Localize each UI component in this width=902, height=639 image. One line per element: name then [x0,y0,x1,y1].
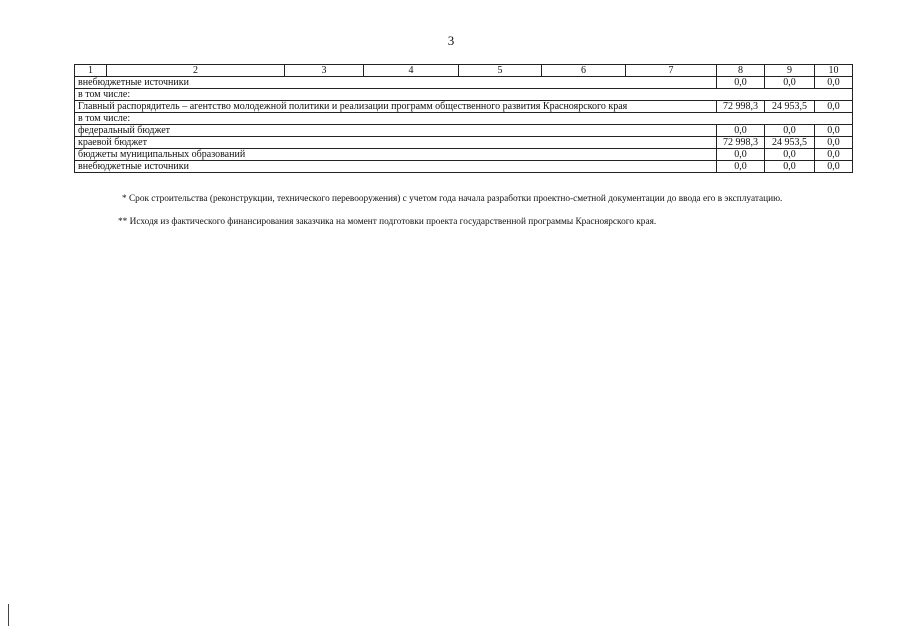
column-number-1: 1 [75,65,107,77]
table-row [75,77,853,89]
column-number-6: 6 [542,65,626,77]
cell-value-col9: 24 953,5 [765,137,815,149]
table-row [75,113,853,125]
cell-value-col10: 0,0 [815,161,853,173]
row-label: бюджеты муниципальных образований [75,149,717,161]
table-header-row [75,65,853,77]
budget-table [74,64,853,173]
cell-value-col8: 0,0 [717,161,765,173]
footnote-construction-period: * Срок строительства (реконструкции, технического перевооружения) с учетом года начала разработки проектно-сметной документации до ввода его в эксплуатацию. [122,194,783,204]
column-number-8: 8 [717,65,765,77]
page-number: 3 [447,33,455,48]
scan-margin-mark [8,604,9,626]
row-label: внебюджетные источники [75,77,717,89]
table-row [75,161,853,173]
cell-value-col10: 0,0 [815,137,853,149]
cell-value-col9: 0,0 [765,149,815,161]
row-label: краевой бюджет [75,137,717,149]
row-label: внебюджетные источники [75,161,717,173]
footnote-financing-basis: ** Исходя из фактического финансирования заказчика на момент подготовки проекта государственной программы Красноярского края. [118,217,657,227]
cell-value-col8: 0,0 [717,125,765,137]
cell-value-col9: 0,0 [765,77,815,89]
cell-value-col8: 72 998,3 [717,137,765,149]
cell-value-col10: 0,0 [815,149,853,161]
column-number-7: 7 [626,65,717,77]
cell-value-col9: 0,0 [765,125,815,137]
cell-value-col8: 0,0 [717,149,765,161]
row-label: федеральный бюджет [75,125,717,137]
row-label: в том числе: [75,89,853,101]
column-number-2: 2 [107,65,285,77]
table-row [75,89,853,101]
cell-value-col9: 0,0 [765,161,815,173]
column-number-10: 10 [815,65,853,77]
table-row [75,101,853,113]
table-row [75,137,853,149]
cell-value-col9: 24 953,5 [765,101,815,113]
row-label: в том числе: [75,113,853,125]
row-label: Главный распорядитель – агентство молодежной политики и реализации программ общественного развития Красноярского края [75,101,717,113]
cell-value-col10: 0,0 [815,77,853,89]
cell-value-col10: 0,0 [815,125,853,137]
column-number-4: 4 [364,65,459,77]
cell-value-col10: 0,0 [815,101,853,113]
column-number-9: 9 [765,65,815,77]
column-number-5: 5 [459,65,542,77]
cell-value-col8: 72 998,3 [717,101,765,113]
column-number-3: 3 [285,65,364,77]
table-row [75,125,853,137]
cell-value-col8: 0,0 [717,77,765,89]
table-row [75,149,853,161]
